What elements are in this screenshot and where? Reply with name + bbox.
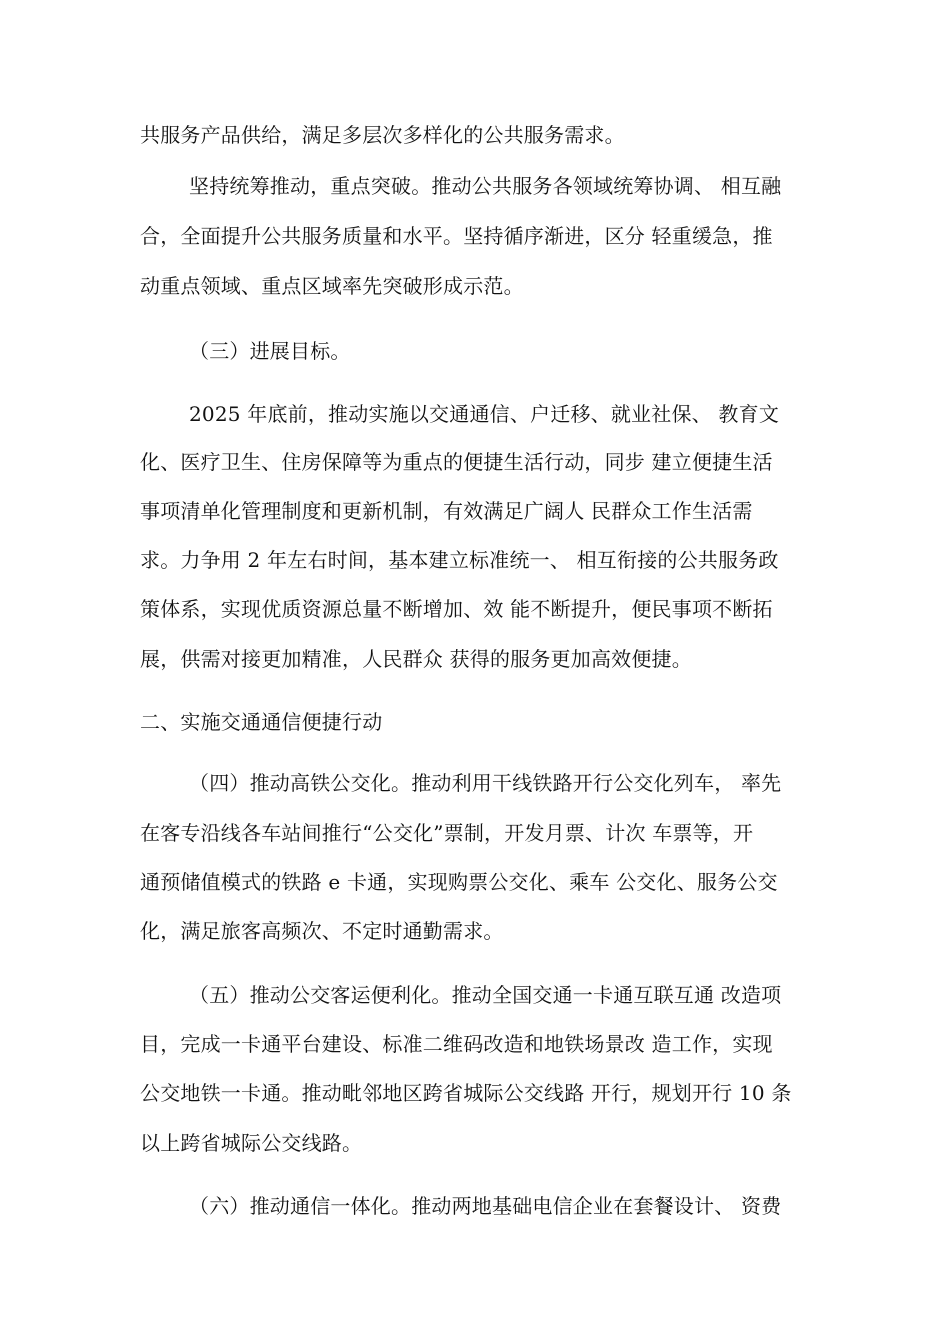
paragraph-line: 化，满足旅客高频次、不定时通勤需求。 xyxy=(140,919,504,943)
paragraph-line: 公交地铁一卡通。推动毗邻地区跨省城际公交线路 开行，规划开行 10 条 xyxy=(140,1081,792,1105)
paragraph-line: 通预储值模式的铁路 e 卡通，实现购票公交化、乘车 公交化、服务公交 xyxy=(140,870,778,894)
paragraph-line: 合，全面提升公共服务质量和水平。坚持循序渐进，区分 轻重缓急，推 xyxy=(140,224,773,248)
paragraph-line: 动重点领域、重点区域率先突破形成示范。 xyxy=(140,274,524,298)
paragraph-line: 化、医疗卫生、住房保障等为重点的便捷生活行动，同步 建立便捷生活 xyxy=(140,450,773,474)
paragraph-line: 以上跨省城际公交线路。 xyxy=(140,1131,363,1155)
paragraph-line: 策体系，实现优质资源总量不断增加、效 能不断提升，便民事项不断拓 xyxy=(140,597,773,621)
paragraph-line: 展，供需对接更加精准，人民群众 获得的服务更加高效便捷。 xyxy=(140,647,692,671)
paragraph-line: （六）推动通信一体化。推动两地基础电信企业在套餐设计、 资费 xyxy=(189,1194,782,1218)
chapter-heading: 二、实施交通通信便捷行动 xyxy=(140,710,383,734)
paragraph-line: 求。力争用 2 年左右时间，基本建立标准统一、 相互衔接的公共服务政 xyxy=(140,548,779,572)
paragraph-line: （五）推动公交客运便利化。推动全国交通一卡通互联互通 改造项 xyxy=(189,983,782,1007)
paragraph-line: （四）推动高铁公交化。推动利用干线铁路开行公交化列车， 率先 xyxy=(189,771,782,795)
paragraph-line: 2025 年底前，推动实施以交通通信、户迁移、就业社保、 教育文 xyxy=(189,402,780,426)
paragraph-line: 坚持统筹推动，重点突破。推动公共服务各领域统筹协调、 相互融 xyxy=(189,174,782,198)
paragraph-line: 事项清单化管理制度和更新机制，有效满足广阔人 民群众工作生活需 xyxy=(140,499,753,523)
paragraph-line: 目，完成一卡通平台建设、标准二维码改造和地铁场景改 造工作，实现 xyxy=(140,1032,773,1056)
paragraph-line: 共服务产品供给，满足多层次多样化的公共服务需求。 xyxy=(140,123,625,147)
section-heading: （三）进展目标。 xyxy=(189,339,351,363)
paragraph-line: 在客专沿线各车站间推行“公交化”票制，开发月票、计次 车票等，开 xyxy=(140,821,754,845)
